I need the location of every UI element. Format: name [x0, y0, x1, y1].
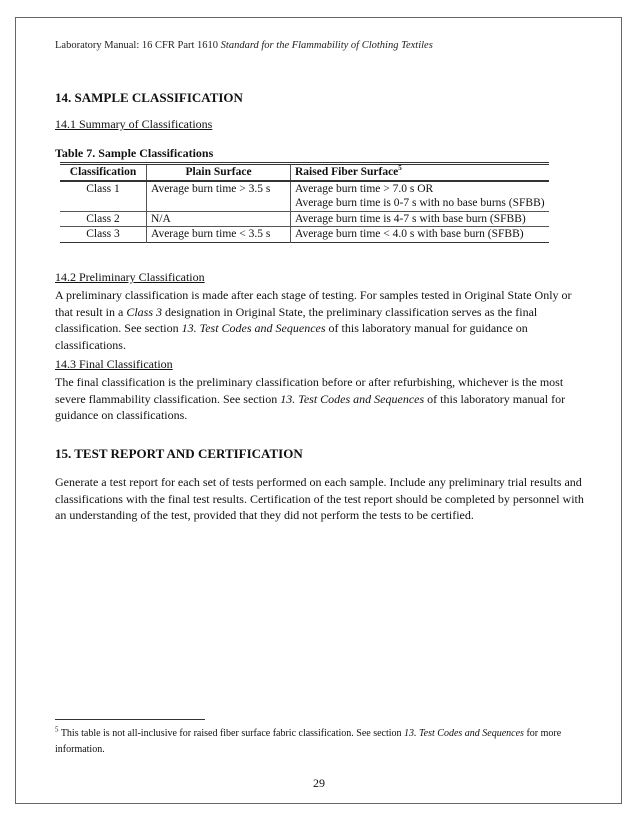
cell-plain: Average burn time > 3.5 s: [147, 181, 291, 212]
cell-raised-line: Average burn time is 0-7 s with no base burns (SFBB): [295, 197, 545, 209]
page-number: 29: [313, 776, 325, 790]
cell-plain: N/A: [147, 211, 291, 227]
table-caption: Table 7. Sample Classifications: [55, 146, 214, 160]
p3-section-ref: 13. Test Codes and Sequences: [280, 391, 425, 406]
table-row: [60, 181, 549, 212]
table-row: [60, 227, 549, 243]
cell-class: Class 3: [60, 227, 147, 243]
cell-raised: Average burn time is 4-7 s with base burn (SFBB): [291, 211, 549, 227]
footnote-text-c: for more information.: [55, 728, 562, 755]
footnote-section-ref: 13. Test Codes and Sequences: [404, 728, 524, 739]
test-report-paragraph: Generate a test report for each set of tests performed on each sample. Include any preliminary trial results and classifications with the final test results. Certification of the test report should be completed by personnel with an understanding of the test, provided that they did not perform the tests to be certified.: [55, 475, 584, 522]
header-raised-fiber-surface: [291, 164, 549, 181]
preliminary-classification-paragraph: [55, 287, 585, 353]
footnote-ref: 5: [398, 164, 402, 173]
subsection-14-2-heading: 14.2 Preliminary Classification: [55, 270, 205, 284]
subsection-14-3-heading: 14.3 Final Classification: [55, 357, 173, 371]
header-prefix: Laboratory Manual: 16 CFR Part 1610: [55, 40, 219, 51]
header-raised-label: Raised Fiber Surface: [295, 166, 399, 178]
footnote-text-a: This table is not all-inclusive for raised fiber surface fabric classification. See section: [58, 728, 405, 739]
header-plain-surface: Plain Surface: [147, 164, 291, 181]
cell-raised-line: Average burn time > 7.0 s OR: [295, 182, 434, 195]
p2-text-a: A preliminary classification is made after each stage of testing. For samples tested in Original State Only or that result in a: [55, 288, 572, 319]
cell-raised: Average burn time < 4.0 s with base burn (SFBB): [291, 227, 549, 243]
footnote-separator: [55, 719, 205, 720]
p2-class3: Class 3: [126, 304, 163, 319]
p3-text-c: of this laboratory manual for guidance on classifications.: [55, 391, 566, 422]
cell-class: Class 2: [60, 211, 147, 227]
p3-text-a: The final classification is the preliminary classification before or after refurbishing, whichever is the most severe flammability classification. See section: [55, 375, 564, 406]
subsection-14-1-heading: 14.1 Summary of Classifications: [55, 117, 213, 131]
p2-text-e: of this laboratory manual for guidance on classifications.: [55, 321, 528, 352]
p2-section-ref: 13. Test Codes and Sequences: [181, 321, 326, 335]
table-row: [60, 211, 549, 227]
final-classification-paragraph: [55, 374, 585, 424]
cell-class: Class 1: [86, 182, 120, 195]
footnote: [55, 726, 585, 758]
footnote-mark: 5: [55, 725, 59, 734]
cell-raised: [291, 181, 549, 212]
table-header-row: [60, 164, 549, 181]
header-title: Standard for the Flammability of Clothing Textiles: [220, 40, 433, 51]
classification-table: [60, 162, 549, 243]
section-14-heading: 14. SAMPLE CLASSIFICATION: [55, 90, 243, 105]
header-classification: Classification: [60, 164, 147, 181]
p2-text-c: designation in Original State, the preliminary classification serves as the final classification. See section: [55, 304, 538, 335]
cell-plain: Average burn time < 3.5 s: [147, 227, 291, 243]
section-15-heading: 15. TEST REPORT AND CERTIFICATION: [55, 446, 303, 461]
running-header: [55, 40, 433, 51]
